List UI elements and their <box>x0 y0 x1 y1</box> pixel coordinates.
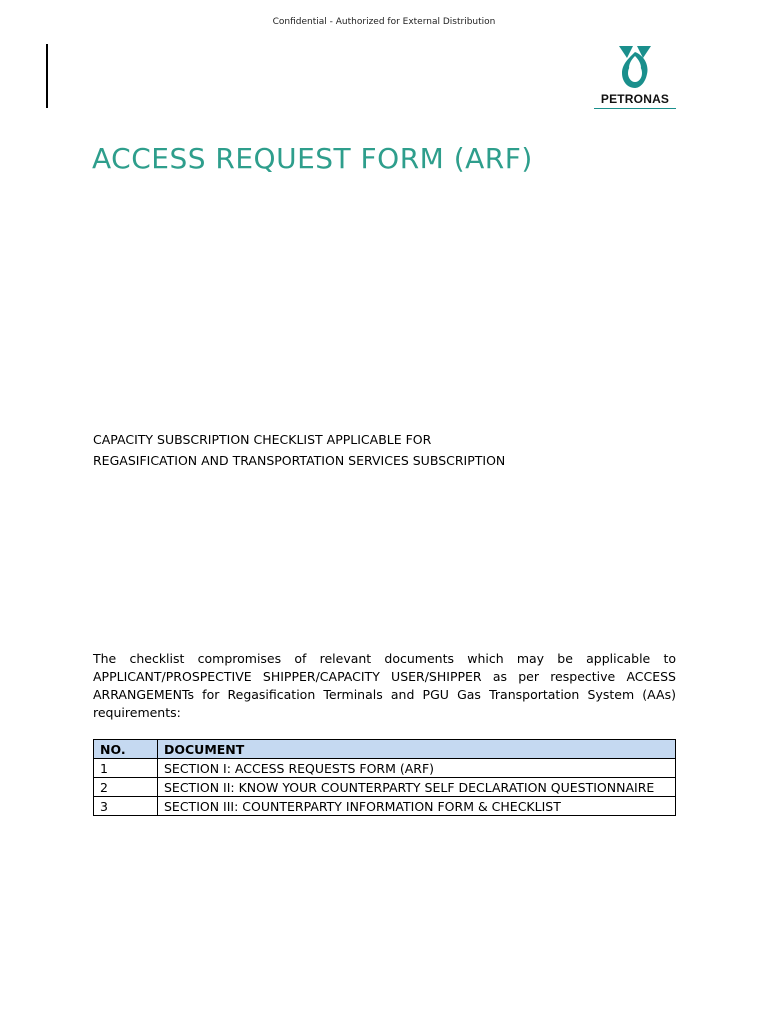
subtitle-line-2: REGASIFICATION AND TRANSPORTATION SERVICES SUBSCRIPTION <box>93 453 506 468</box>
confidential-notice: Confidential - Authorized for External Distribution <box>272 17 496 27</box>
petronas-logo-icon <box>613 42 657 92</box>
column-header-no: NO. <box>94 740 158 759</box>
row-document: SECTION I: ACCESS REQUESTS FORM (ARF) <box>158 759 676 778</box>
intro-paragraph: The checklist compromises of relevant documents which may be applicable to APPLICANT/PROSPECTIVE SHIPPER/CAPACITY USER/SHIPPER as per respective ACCESS ARRANGEMENTs for Regasification Terminals and PGU Gas Transportation System (AAs) requirements: <box>93 651 676 720</box>
row-number: 3 <box>94 797 158 816</box>
checklist-subtitle <box>93 429 505 471</box>
table-header-row <box>94 740 676 759</box>
page-title: ACCESS REQUEST FORM (ARF) <box>92 142 533 175</box>
table-row <box>94 797 676 816</box>
table-row <box>94 778 676 797</box>
row-document: SECTION III: COUNTERPARTY INFORMATION FORM & CHECKLIST <box>158 797 676 816</box>
petronas-logo <box>592 42 678 110</box>
column-header-document: DOCUMENT <box>158 740 676 759</box>
row-number: 1 <box>94 759 158 778</box>
logo-underline <box>594 108 676 109</box>
document-checklist-table <box>93 739 676 816</box>
margin-bar <box>46 44 48 108</box>
table-row <box>94 759 676 778</box>
row-document: SECTION II: KNOW YOUR COUNTERPARTY SELF DECLARATION QUESTIONNAIRE <box>158 778 676 797</box>
subtitle-line-1: CAPACITY SUBSCRIPTION CHECKLIST APPLICABLE FOR <box>93 432 432 447</box>
row-number: 2 <box>94 778 158 797</box>
logo-wordmark: PETRONAS <box>600 92 670 106</box>
